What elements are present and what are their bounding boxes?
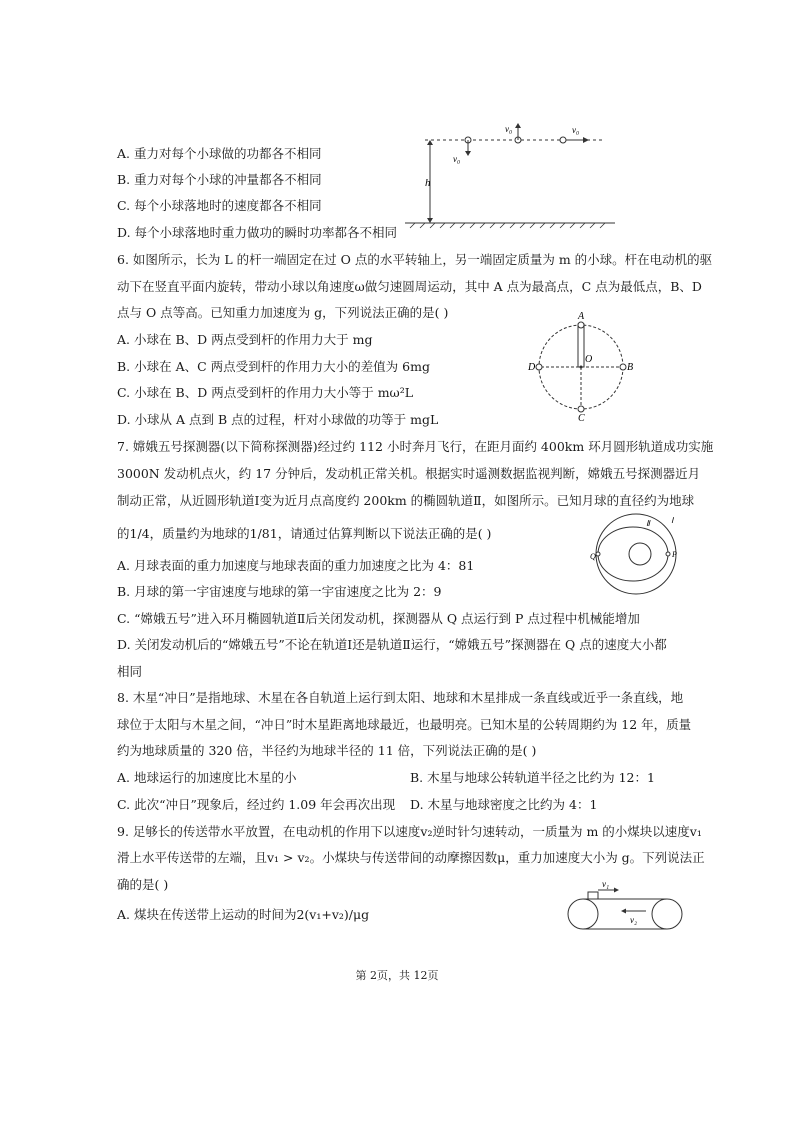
v0-label-down: v₀ [453,154,461,164]
q8-option-c: C. 此次“冲日”现象后，经过约 1.09 年会再次出现 [117,797,396,812]
q6-stem-1: 6. 如图所示，长为 L 的杆一端固定在过 O 点的水平转轴上，另一端固定质量为 m 的小球。杆在电动机的驱 [117,252,713,267]
label-v1: v₁ [602,879,610,889]
q8-option-b: B. 木星与地球公转轨道半径之比约为 12：1 [410,770,655,785]
label-q: Q [590,552,596,561]
label-o: O [585,354,593,365]
q6-stem-2: 动下在竖直平面内旋转，带动小球以角速度ω做匀速圆周运动，其中 A 点为最高点，C 点为最低点，B、D [117,279,702,294]
q5-option-a: A. 重力对每个小球做的功都各不相同 [117,146,322,161]
label-d: D [528,362,536,373]
q8-option-a: A. 地球运行的加速度比木星的小 [117,770,297,785]
q6-option-d: D. 小球从 A 点到 B 点的过程，杆对小球做的功等于 mgL [117,412,439,427]
v0-label-up: v₀ [505,124,513,134]
q9-option-a: A. 煤块在传送带上运动的时间为2(v₁+v₂)/μg [117,907,370,922]
q7-stem-3: 制动正常，从近圆形轨道Ⅰ变为近月点高度约 200km 的椭圆轨道Ⅱ，如图所示。已知月球的直径约为地球 [117,493,695,508]
q8-stem-3: 约为地球质量的 320 倍，半径约为地球半径的 11 倍，下列说法正确的是( ) [117,743,537,758]
q9-stem-3: 确的是( ) [117,877,169,892]
page-footer: 第 2页，共 12页 [355,969,439,982]
label-v2: v₂ [630,915,638,925]
q8-option-d: D. 木星与地球密度之比约为 4：1 [410,797,598,812]
q7-stem-1: 7. 嫦娥五号探测器(以下简称探测器)经过约 112 小时奔月飞行，在距月面约 400km 环月圆形轨道成功实施 [117,439,714,454]
q9-figure [566,878,686,934]
q8-stem-2: 球位于太阳与木星之间，“冲日”时木星距离地球最近，也最明亮。已知木星的公转周期约为 12 年，质量 [117,717,692,732]
v0-label-right: v₀ [572,125,580,135]
q7-option-a: A. 月球表面的重力加速度与地球表面的重力加速度之比为 4：81 [117,558,475,573]
q7-option-d: D. 关闭发动机后的“嫦娥五号”不论在轨道Ⅰ还是轨道Ⅱ运行，“嫦娥五号”探测器在 Q 点的速度大小都 [117,637,667,652]
q6-figure [528,312,638,424]
q6-stem-3: 点与 O 点等高。已知重力加速度为 g，下列说法正确的是( ) [117,305,449,320]
h-label: h [425,177,431,189]
q5-figure [405,118,615,233]
q8-stem-1: 8. 木星“冲日”是指地球、木星在各自轨道上运行到太阳、地球和木星排成一条直线或近乎一条直线，地 [117,690,684,705]
label-orbit-2: Ⅱ [646,519,650,528]
q7-option-c: C. “嫦娥五号”进入环月椭圆轨道Ⅱ后关闭发动机，探测器从 Q 点运行到 P 点过程中机械能增加 [117,611,640,626]
label-orbit-1: Ⅰ [671,516,674,525]
label-a: A [578,311,585,322]
label-b: B [627,362,634,373]
q7-figure [588,512,683,597]
label-p: P [672,550,677,559]
label-c: C [578,413,585,424]
q7-stem-2: 3000N 发动机点火，约 17 分钟后，发动机正常关机。根据实时遥测数据监视判断，嫦娥五号探测器近月 [117,466,701,481]
q5-option-d: D. 每个小球落地时重力做功的瞬时功率都各不相同 [117,225,398,240]
q7-option-d-cont: 相同 [117,664,143,679]
q9-stem-2: 滑上水平传送带的左端，且v₁ > v₂。小煤块与传送带间的动摩擦因数μ，重力加速度大小为 g。下列说法正 [117,850,705,865]
q9-stem-1: 9. 足够长的传送带水平放置，在电动机的作用下以速度v₂逆时针匀速转动，一质量为 m 的小煤块以速度v₁ [117,824,702,839]
q6-option-a: A. 小球在 B、D 两点受到杆的作用力大于 mg [117,332,373,347]
q6-option-c: C. 小球在 B、D 两点受到杆的作用力大小等于 mω²L [117,385,414,400]
q6-option-b: B. 小球在 A、C 两点受到杆的作用力大小的差值为 6mg [117,359,430,374]
q7-option-b: B. 月球的第一宇宙速度与地球的第一宇宙速度之比为 2：9 [117,584,442,599]
q7-stem-4: 的1/4，质量约为地球的1/81，请通过估算判断以下说法正确的是( ) [117,526,492,541]
q5-option-c: C. 每个小球落地时的速度都各不相同 [117,198,322,213]
q5-option-b: B. 重力对每个小球的冲量都各不相同 [117,172,322,187]
